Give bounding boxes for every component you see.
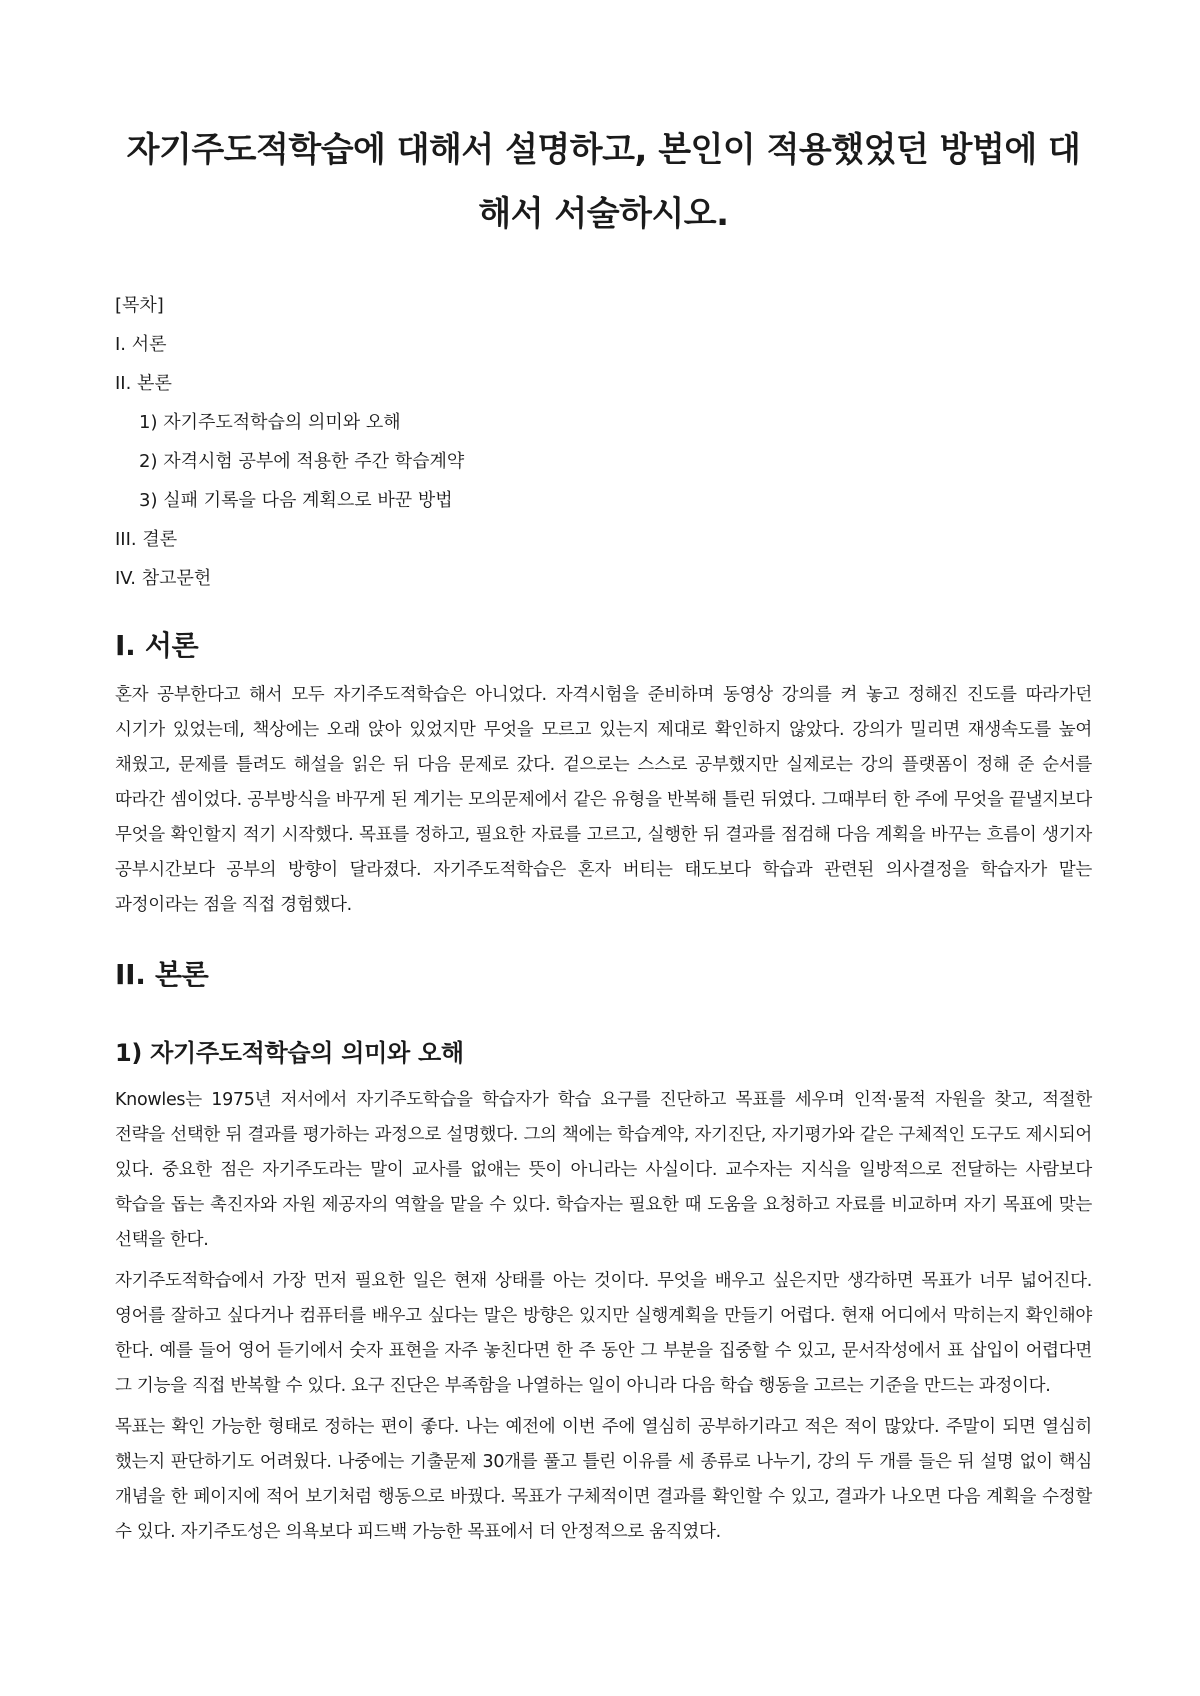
subsection-spacer bbox=[115, 1007, 1092, 1033]
document-title: 자기주도적학습에 대해서 설명하고, 본인이 적용했었던 방법에 대해서 서술하시오. bbox=[126, 130, 1081, 234]
toc-subitem-3: 3) 실패 기록을 다음 계획으로 바꾼 방법 bbox=[139, 490, 453, 511]
body-section bbox=[115, 955, 1092, 1550]
toc-item-references: IV. 참고문헌 bbox=[115, 568, 212, 589]
subsection-heading-1: 1) 자기주도적학습의 의미와 오해 bbox=[115, 1039, 464, 1067]
toc-item-conclusion: III. 결론 bbox=[115, 529, 178, 550]
toc-item-body: II. 본론 bbox=[115, 373, 172, 394]
table-of-contents bbox=[115, 286, 1092, 598]
toc-item-intro: I. 서론 bbox=[115, 334, 167, 355]
section-spacer bbox=[115, 929, 1092, 955]
intro-paragraph: 혼자 공부한다고 해서 모두 자기주도적학습은 아니었다. 자격시험을 준비하며 동영상 강의를 켜 놓고 정해진 진도를 따라가던 시기가 있었는데, 책상에는 오래 앉아 있었지만 무엇을 모르고 있는지 제대로 확인하지 않았다. 강의가 밀리면 재생속도를 높여 채웠고, 문제를 틀려도 해설을 읽은 뒤 다음 문제로 갔다. 겉으로는 스스로 공부했지만 실제로는 강의 플랫폼이 정해 준 순서를 따라간 셈이었다. 공부방식을 바꾸게 된 계기는 모의문제에서 같은 유형을 반복해 틀린 뒤였다. 그때부터 한 주에 무엇을 끝낼지보다 무엇을 확인할지 적기 시작했다. 목표를 정하고, 필요한 자료를 고르고, 실행한 뒤 결과를 점검해 다음 계획을 바꾸는 흐름이 생기자 공부시간보다 공부의 방향이 달라졌다. 자기주도적학습은 혼자 버티는 태도보다 학습과 관련된 의사결정을 학습자가 맡는 과정이라는 점을 직접 경험했다. bbox=[115, 685, 1092, 915]
section-heading-body: II. 본론 bbox=[115, 958, 209, 991]
section-heading-intro: I. 서론 bbox=[115, 629, 199, 662]
toc-subitem-1: 1) 자기주도적학습의 의미와 오해 bbox=[139, 412, 401, 433]
body-paragraph: Knowles는 1975년 저서에서 자기주도학습을 학습자가 학습 요구를 진단하고 목표를 세우며 인적·물적 자원을 찾고, 적절한 전략을 선택한 뒤 결과를 평가하는 과정으로 설명했다. 그의 책에는 학습계약, 자기진단, 자기평가와 같은 구체적인 도구도 제시되어 있다. 중요한 점은 자기주도라는 말이 교사를 없애는 뜻이 아니라는 사실이다. 교수자는 지식을 일방적으로 전달하는 사람보다 학습을 돕는 촉진자와 자원 제공자의 역할을 맡을 수 있다. 학습자는 필요한 때 도움을 요청하고 자료를 비교하며 자기 목표에 맞는 선택을 한다. bbox=[115, 1090, 1092, 1250]
toc-heading: [목차] bbox=[115, 295, 164, 316]
body-paragraph: 목표는 확인 가능한 형태로 정하는 편이 좋다. 나는 예전에 이번 주에 열심히 공부하기라고 적은 적이 많았다. 주말이 되면 열심히 했는지 판단하기도 어려웠다. 나중에는 기출문제 30개를 풀고 틀린 이유를 세 종류로 나누기, 강의 두 개를 들은 뒤 설명 없이 핵심 개념을 한 페이지에 적어 보기처럼 행동으로 바꿨다. 목표가 구체적이면 결과를 확인할 수 있고, 결과가 나오면 다음 계획을 수정할 수 있다. 자기주도성은 의욕보다 피드백 가능한 목표에서 더 안정적으로 움직였다. bbox=[115, 1417, 1092, 1542]
intro-section bbox=[115, 626, 1092, 923]
toc-subitem-2: 2) 자격시험 공부에 적용한 주간 학습계약 bbox=[139, 451, 465, 472]
body-paragraph: 자기주도적학습에서 가장 먼저 필요한 일은 현재 상태를 아는 것이다. 무엇을 배우고 싶은지만 생각하면 목표가 너무 넓어진다. 영어를 잘하고 싶다거나 컴퓨터를 배우고 싶다는 말은 방향은 있지만 실행계획을 만들기 어렵다. 현재 어디에서 막히는지 확인해야 한다. 예를 들어 영어 듣기에서 숫자 표현을 자주 놓친다면 한 주 동안 그 부분을 집중할 수 있고, 문서작성에서 표 삽입이 어렵다면 그 기능을 직접 반복할 수 있다. 요구 진단은 부족함을 나열하는 일이 아니라 다음 학습 행동을 고르는 기준을 만드는 과정이다. bbox=[115, 1271, 1092, 1396]
